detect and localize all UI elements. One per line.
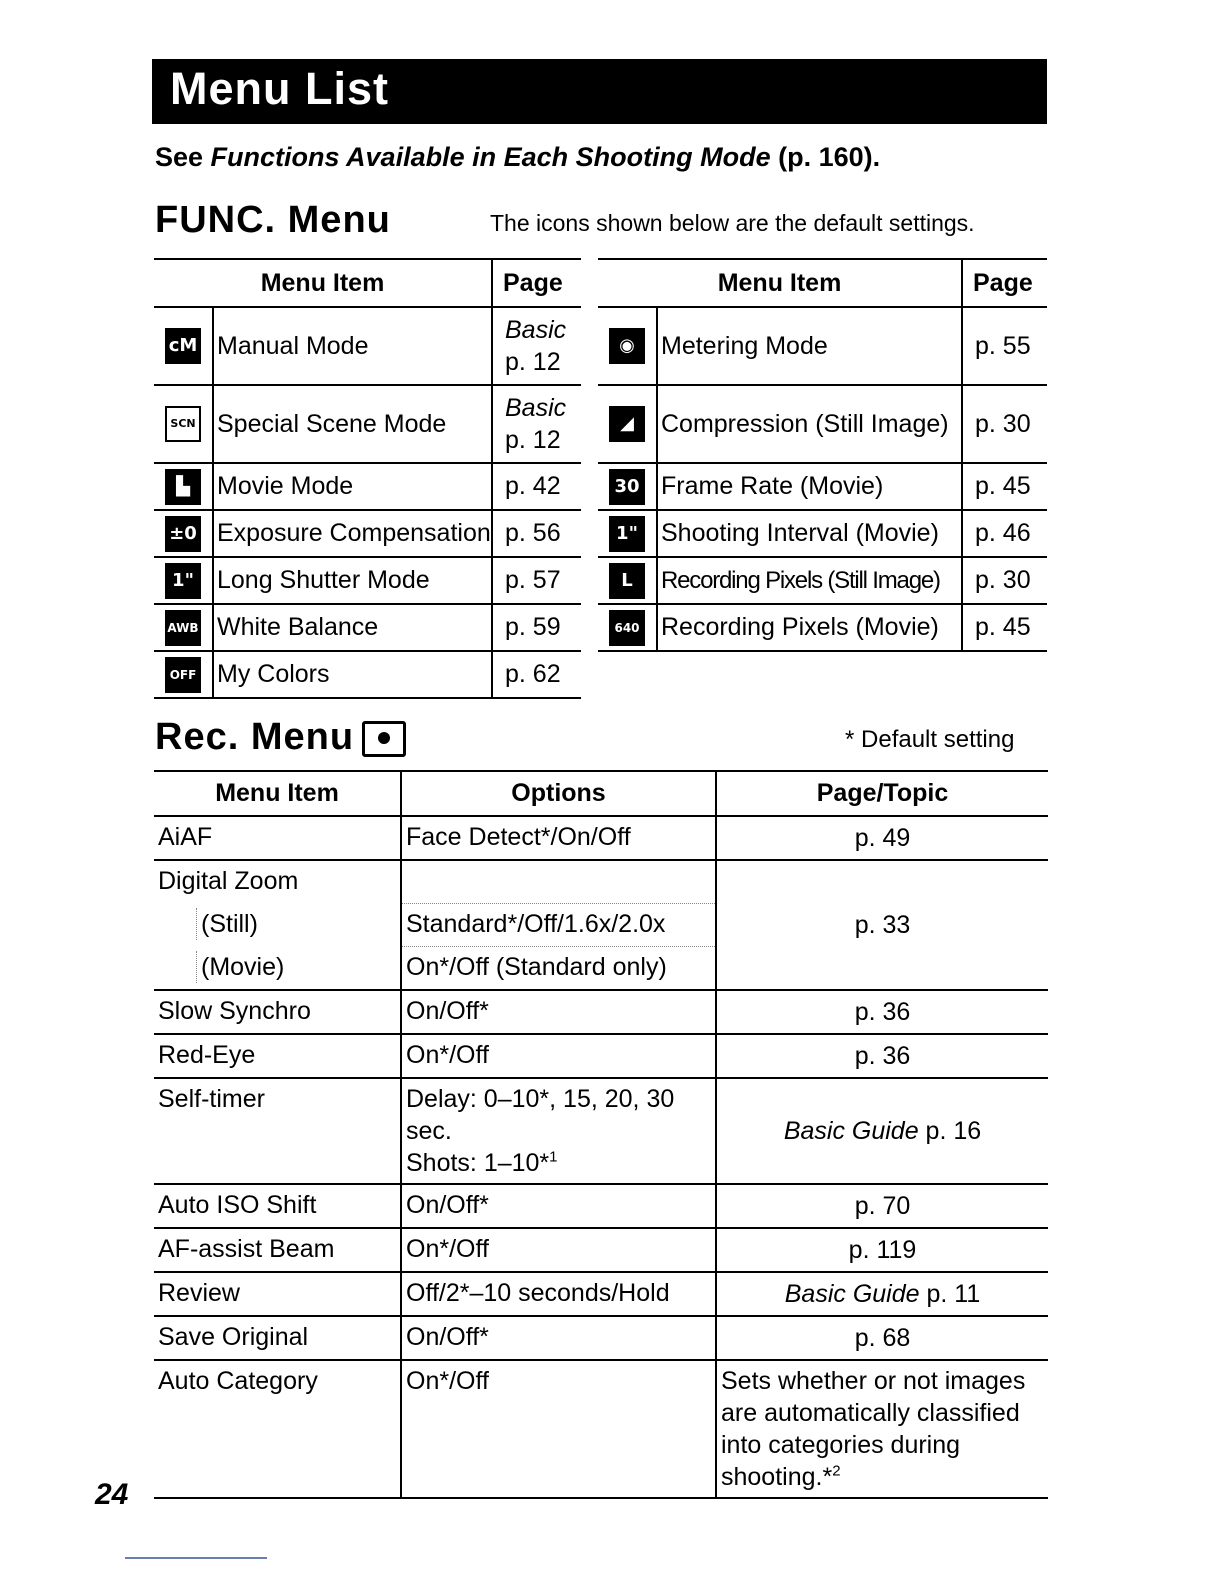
rec-menu-heading (155, 716, 406, 759)
table-row (154, 990, 1048, 1034)
page-ref: p. 56 (492, 510, 581, 557)
subitem-label: (Movie) (196, 951, 284, 983)
special-scene-icon: SCN (165, 406, 201, 442)
page-ref: p. 33 (716, 860, 1048, 990)
menu-subitem (154, 904, 401, 947)
menu-item-name: Red-Eye (154, 1034, 401, 1078)
menu-item-name: Digital Zoom (158, 867, 299, 895)
menu-item-name: AiAF (154, 816, 401, 860)
menu-item-name: Shooting Interval (Movie) (657, 510, 962, 557)
table-row (154, 1316, 1048, 1360)
table-row (154, 1034, 1048, 1078)
menu-item-name: Movie Mode (213, 463, 492, 510)
table-row (154, 1228, 1048, 1272)
table-row (598, 463, 1047, 510)
topic-line: into categories during (721, 1431, 961, 1459)
page-ref: Basic Guide p. 16 (716, 1078, 1048, 1184)
menu-item-name: Slow Synchro (154, 990, 401, 1034)
menu-options: On*/Off (401, 1228, 716, 1272)
menu-item-name: Manual Mode (213, 307, 492, 385)
column-header-menu-item: Menu Item (154, 771, 401, 816)
page-ref: p. 119 (716, 1228, 1048, 1272)
my-colors-icon: OFF (165, 657, 201, 693)
column-header-options: Options (401, 771, 716, 816)
menu-options: On*/Off (401, 1360, 716, 1498)
column-header-page: Page (962, 259, 1047, 307)
page-number: 24 (95, 1478, 129, 1511)
menu-item-name: Special Scene Mode (213, 385, 492, 463)
page-ref: p. 12 (505, 426, 561, 454)
page-title: Menu List (170, 63, 389, 114)
rec-menu-table (154, 770, 1048, 1499)
table-row (154, 1272, 1048, 1316)
menu-item-name: Frame Rate (Movie) (657, 463, 962, 510)
func-menu-note: The icons shown below are the default settings. (490, 210, 975, 236)
menu-options: On*/Off (401, 1034, 716, 1078)
page-ref: p. 45 (962, 463, 1047, 510)
menu-options: Off/2*–10 seconds/Hold (401, 1272, 716, 1316)
page-ref: Basic Guide p. 11 (716, 1272, 1048, 1316)
options-line: sec. (406, 1117, 452, 1145)
topic-line: are automatically classified (721, 1399, 1020, 1427)
topic-line: Sets whether or not images (721, 1367, 1026, 1395)
menu-item-name: AF-assist Beam (154, 1228, 401, 1272)
column-header-menu-item: Menu Item (598, 259, 962, 307)
menu-item-name: Compression (Still Image) (657, 385, 962, 463)
page-ref: p. 49 (716, 816, 1048, 860)
menu-item-name: Recording Pixels (Movie) (657, 604, 962, 651)
menu-item-name: Long Shutter Mode (213, 557, 492, 604)
page-ref: p. 12 (505, 348, 561, 376)
metering-mode-icon: ◉ (609, 328, 645, 364)
func-menu-table-right (598, 258, 1047, 652)
table-row (598, 510, 1047, 557)
column-header-page: Page (492, 259, 581, 307)
page-ref: p. 55 (962, 307, 1047, 385)
table-row (154, 463, 581, 510)
menu-options (401, 860, 716, 904)
column-header-page-topic: Page/Topic (716, 771, 1048, 816)
table-row (154, 816, 1048, 860)
page-ref: p. 45 (962, 604, 1047, 651)
table-row (598, 604, 1047, 651)
table-row (154, 307, 581, 385)
table-row (598, 307, 1047, 385)
exposure-compensation-icon: ±0 (165, 516, 201, 552)
menu-options: On*/Off (Standard only) (401, 947, 716, 991)
table-row (154, 1360, 1048, 1498)
recording-pixels-movie-icon: 640 (609, 610, 645, 646)
page-ref: p. 36 (716, 990, 1048, 1034)
basic-guide-label: Basic (505, 316, 567, 344)
menu-subitem (154, 947, 401, 991)
table-row (598, 385, 1047, 463)
footnote-marker: 2 (832, 1462, 841, 1480)
menu-item-name: My Colors (213, 651, 492, 698)
manual-mode-icon: ᴄM (165, 328, 201, 364)
bottom-link-underline (125, 1557, 267, 1559)
rec-menu-title: Rec. Menu (155, 716, 355, 758)
page-ref: p. 59 (492, 604, 581, 651)
subitem-label: (Still) (196, 908, 258, 940)
menu-item-name: Auto Category (154, 1360, 401, 1498)
menu-item-name: Self-timer (154, 1078, 401, 1184)
table-row (154, 557, 581, 604)
camera-record-icon (362, 721, 406, 757)
page-ref: p. 46 (962, 510, 1047, 557)
page-ref: p. 42 (492, 463, 581, 510)
menu-options (401, 1078, 716, 1184)
menu-options: On/Off* (401, 990, 716, 1034)
see-reference: See Functions Available in Each Shooting Mode (p. 160). (155, 142, 881, 172)
table-row (154, 1078, 1048, 1184)
menu-item-name: Recording Pixels (Still Image) (657, 557, 962, 604)
func-menu-table-left (154, 258, 581, 699)
title-bar (152, 59, 1047, 124)
topic-line: shooting.*$^2$ (721, 1462, 841, 1491)
page-ref: p. 36 (716, 1034, 1048, 1078)
recording-pixels-still-icon: L (609, 563, 645, 599)
func-menu-heading: FUNC. Menu (155, 199, 391, 241)
basic-guide-label: Basic (505, 394, 567, 422)
shooting-interval-icon: 1" (609, 516, 645, 552)
menu-options: On/Off* (401, 1184, 716, 1228)
table-row (154, 510, 581, 557)
frame-rate-icon: 30 (609, 469, 645, 505)
compression-icon: ◢ (609, 406, 645, 442)
movie-mode-icon: ▙ (165, 469, 201, 505)
long-shutter-icon: 1" (165, 563, 201, 599)
footnote-marker: 1 (549, 1148, 558, 1166)
table-row (154, 1184, 1048, 1228)
menu-item-name: White Balance (213, 604, 492, 651)
menu-options: On/Off* (401, 1316, 716, 1360)
page-ref: p. 68 (716, 1316, 1048, 1360)
menu-item-name: Metering Mode (657, 307, 962, 385)
page-ref: p. 30 (962, 385, 1047, 463)
page-ref: p. 62 (492, 651, 581, 698)
menu-item-name: Exposure Compensation (213, 510, 492, 557)
menu-item-name: Review (154, 1272, 401, 1316)
table-row (154, 385, 581, 463)
menu-options: Face Detect*/On/Off (401, 816, 716, 860)
options-line: Shots: 1–10*$^1$ (406, 1148, 558, 1177)
page-ref (716, 1360, 1048, 1498)
default-setting-note: * Default setting (845, 726, 1015, 753)
page-ref: p. 30 (962, 557, 1047, 604)
options-line: Delay: 0–10*, 15, 20, 30 (406, 1085, 675, 1113)
column-header-menu-item: Menu Item (154, 259, 492, 307)
page-ref: p. 70 (716, 1184, 1048, 1228)
menu-item-name: Save Original (154, 1316, 401, 1360)
table-row (154, 860, 1048, 904)
table-row (598, 557, 1047, 604)
table-row (154, 651, 581, 698)
table-row (154, 604, 581, 651)
menu-options: Standard*/Off/1.6x/2.0x (401, 904, 716, 947)
white-balance-icon: AWB (165, 610, 201, 646)
menu-item-name: Auto ISO Shift (154, 1184, 401, 1228)
page-ref: p. 57 (492, 557, 581, 604)
